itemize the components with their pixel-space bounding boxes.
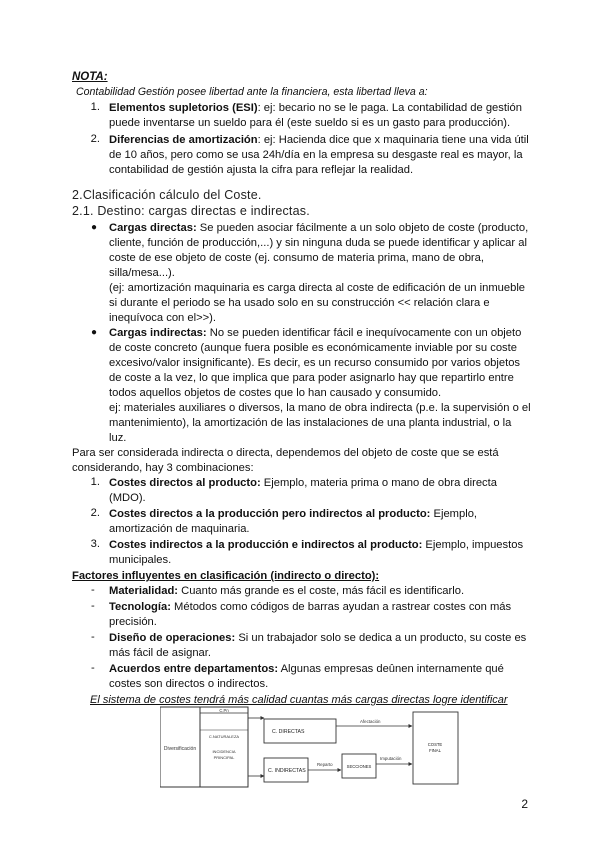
factor-term: Tecnología: [109,601,171,613]
conclusion: El sistema de costes tendrá más calidad cuantas más cargas directas logre identificar [90,694,508,706]
final-cost-label: FINAL [429,748,441,753]
section-subtitle: 2.1. Destino: cargas directas e indirectas. [72,204,310,218]
bullet-text: inequívoca con el>>). [109,312,216,324]
nota-item-text: puede inventarse un sueldo para él (este sueldo si es un gasto para producción). [109,117,511,129]
classification-header: C.Pn [219,708,229,713]
sections-label: SECCIONES [346,764,372,769]
factor-term: Diseño de operaciones: [109,632,236,644]
nota-title: NOTA: [72,71,108,83]
factor-term: Acuerdos entre departamentos: [109,663,279,675]
bullet-text: (ej: amortización maquinaria es carga directa al coste de edificación de un inmueble [109,282,526,294]
bullet-text: cliente, función de producción,...) y sin ninguna duda se puede identificar y aplicar al [109,237,527,249]
nota-item-text: : ej: becario no se le paga. La contabilidad de gestión [257,102,522,114]
principal-label: PRINCIPAL [213,755,235,760]
factor-text: Algunas empresas deûnen internamente qué [278,663,504,675]
bullet-text: si durante el periodo se ha usado solo en su construcción << relación clara e [109,297,490,309]
incidence-label: INCIDENCIA [212,749,236,754]
bullet-term: Cargas indirectas: [109,327,207,339]
nota-item-text: contabilidad de gestión ajusta la cifra para reflejar la realidad. [109,164,414,176]
nota-item-term: Elementos supletorios (ESI) [109,102,258,114]
bullet-text: ej: materiales auxiliares o diversos, la mano de obra indirecta (p.e. la supervisión o el [109,402,531,414]
distribution-label: Reparto [317,762,333,767]
bullet-text: todos aquellos objetos de costes que lo han causado y consumido. [109,387,442,399]
nota-item-text: : ej: Hacienda dice que x maquinaria tiene una vida útil [257,134,529,146]
factor-text: costes son directos o indirectos. [109,678,269,690]
bullet-text: de coste a la vez, lo que implica que para poder asignarlo hay que repartirlo entre [109,372,514,384]
bullet-text: luz. [109,432,127,444]
factor-text: más fácil de asignar. [109,647,211,659]
combination-term: Costes directos al producto: [109,477,261,489]
factor-text: Métodos como códigos de barras ayudan a rastrear costes con más [170,601,512,613]
list-number: 1. [90,476,100,488]
factor-text: precisión. [109,616,157,628]
dash-marker: - [91,584,95,596]
section-title: 2.Clasificación cálculo del Coste. [72,188,262,202]
list-number: 2. [90,507,100,519]
bullet-text: excesivo/valor insignificante). Es decir, es un recurso consumido por varios objetos [109,357,521,369]
bullet-text: de coste concreto (aunque fuera posible es económicamente inviable por su coste [109,342,517,354]
nota-item-term: Diferencias de amortización [109,134,258,146]
dash-marker: - [91,662,95,674]
combination-text: municipales. [109,554,172,566]
combination-text: Ejemplo, impuestos [422,539,524,551]
nota-intro: Contabilidad Gestión posee libertad ante la financiera, esta libertad lleva a: [76,86,428,98]
final-cost-label: COSTE [427,742,443,747]
combination-term: Costes directos a la producción pero indirectos al producto: [109,508,431,520]
paragraph-line: Para ser considerada indirecta o directa, dependemos del objeto de coste que se está [72,447,499,459]
dash-marker: - [91,631,95,643]
indirect-costs-label: C. INDIRECTAS [268,768,306,774]
page-number: 2 [521,797,528,811]
combination-text: (MDO). [109,492,146,504]
paragraph-line: considerando, hay 3 combinaciones: [72,462,254,474]
nature-label: C.NATURALEZA [208,734,240,739]
factor-text: Si un trabajador solo se dedica a un producto, su coste es [235,632,527,644]
affectation-label: Afectación [360,719,381,724]
factors-heading: Factores influyentes en clasificación (indirecto o directo): [72,570,380,582]
list-number: 3. [90,538,100,550]
bullet-text: mantenimiento), la amortización de las instalaciones de una planta industrial, o la [109,417,512,429]
bullet-term: Cargas directas: [109,222,197,234]
combination-text: amortización de maquinaria. [109,523,250,535]
combination-text: Ejemplo, materia prima o mano de obra directa [260,477,497,489]
imputation-label: Imputación [380,756,402,761]
bullet-text: silla/mesa...). [109,267,175,279]
combination-text: Ejemplo, [430,508,478,520]
factor-term: Materialidad: [109,585,179,597]
cost-flow-diagram [160,702,460,790]
factor-text: Cuanto más grande es el coste, más fácil es identificarlo. [178,585,465,597]
classification-box [200,707,248,787]
list-number: 1. [90,101,100,113]
bullet-icon: ● [91,327,98,338]
bullet-text: Se pueden asociar fácilmente a un solo objeto de coste (producto, [196,222,529,234]
origin-label: Diversificación [163,746,197,752]
direct-costs-label: C. DIRECTAS [272,729,305,735]
list-number: 2. [90,133,100,145]
dash-marker: - [91,600,95,612]
bullet-icon: ● [91,222,98,233]
bullet-text: No se pueden identificar fácil e inequívocamente con un objeto [206,327,522,339]
combination-term: Costes indirectos a la producción e indirectos al producto: [109,539,423,551]
nota-item-text: de 10 años, pero como se usa 24h/día en la empresa su desgaste real es mayor, la [109,149,523,161]
bullet-text: coste de ese objeto de coste (ej. consumo de materia prima, mano de obra, [109,252,484,264]
